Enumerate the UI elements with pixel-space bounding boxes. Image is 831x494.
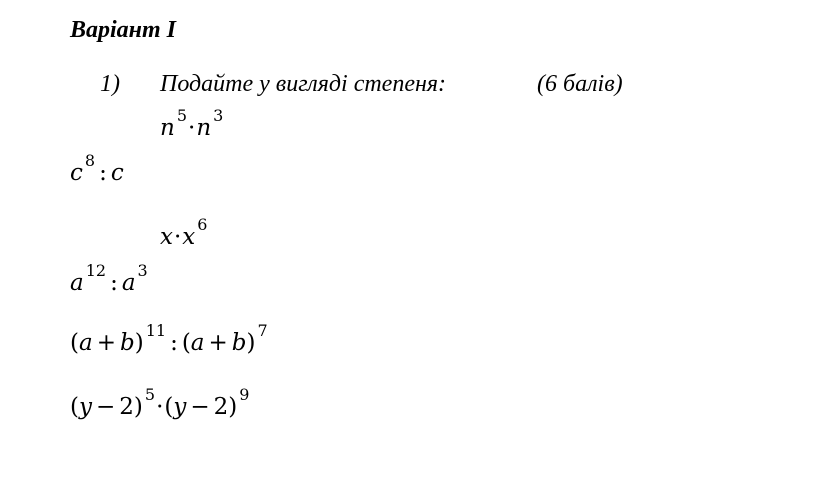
variable: a <box>78 330 93 356</box>
operator: · <box>156 394 164 420</box>
sign: + <box>96 330 116 356</box>
expression-1 <box>160 106 224 143</box>
paren-open: ( <box>70 394 79 420</box>
variable: b <box>119 330 135 356</box>
base: x <box>160 224 173 250</box>
sign: + <box>208 330 228 356</box>
exponent: 5 <box>176 106 188 126</box>
sign: − <box>190 394 210 420</box>
exponent: 7 <box>257 321 268 341</box>
paren-open: ( <box>70 330 79 356</box>
variable: y <box>78 394 92 420</box>
base: c <box>110 160 124 186</box>
paren-close: ) <box>133 394 143 420</box>
expression-6 <box>70 385 250 422</box>
exponent: 12 <box>85 261 107 281</box>
exponent: 8 <box>84 151 96 171</box>
exponent: 5 <box>144 385 156 405</box>
expression-4 <box>70 261 148 298</box>
paren-close: ) <box>134 330 144 356</box>
operator: · <box>173 224 182 250</box>
task-instruction: Подайте у вигляді степеня: <box>160 71 447 97</box>
operator: : <box>110 270 118 296</box>
base: c <box>70 160 83 186</box>
variant-title: Варіант І <box>70 17 177 43</box>
variable: y <box>173 394 187 420</box>
operator: · <box>188 115 196 141</box>
base: a <box>121 270 136 296</box>
exponent: 9 <box>239 385 250 405</box>
task-number: 1) <box>100 71 120 97</box>
paren-close: ) <box>246 330 256 356</box>
exponent: 3 <box>137 261 148 281</box>
exponent: 6 <box>197 215 208 235</box>
sign: − <box>95 394 116 420</box>
base: n <box>160 115 175 141</box>
base: n <box>196 115 212 141</box>
paren-open: ( <box>181 330 191 356</box>
base: x <box>182 224 196 250</box>
operator: : <box>99 160 107 186</box>
paren-open: ( <box>164 394 174 420</box>
task-points: (6 балів) <box>537 71 623 97</box>
expression-5 <box>70 321 268 358</box>
base: a <box>70 270 84 296</box>
exponent: 3 <box>213 106 224 126</box>
paren-close: ) <box>228 394 238 420</box>
variable: a <box>190 330 205 356</box>
number: 2 <box>213 394 229 420</box>
number: 2 <box>119 394 134 420</box>
operator: : <box>170 330 178 356</box>
exponent: 11 <box>145 321 167 341</box>
variable: b <box>231 330 247 356</box>
expression-2 <box>70 151 124 188</box>
expression-3 <box>160 215 208 252</box>
